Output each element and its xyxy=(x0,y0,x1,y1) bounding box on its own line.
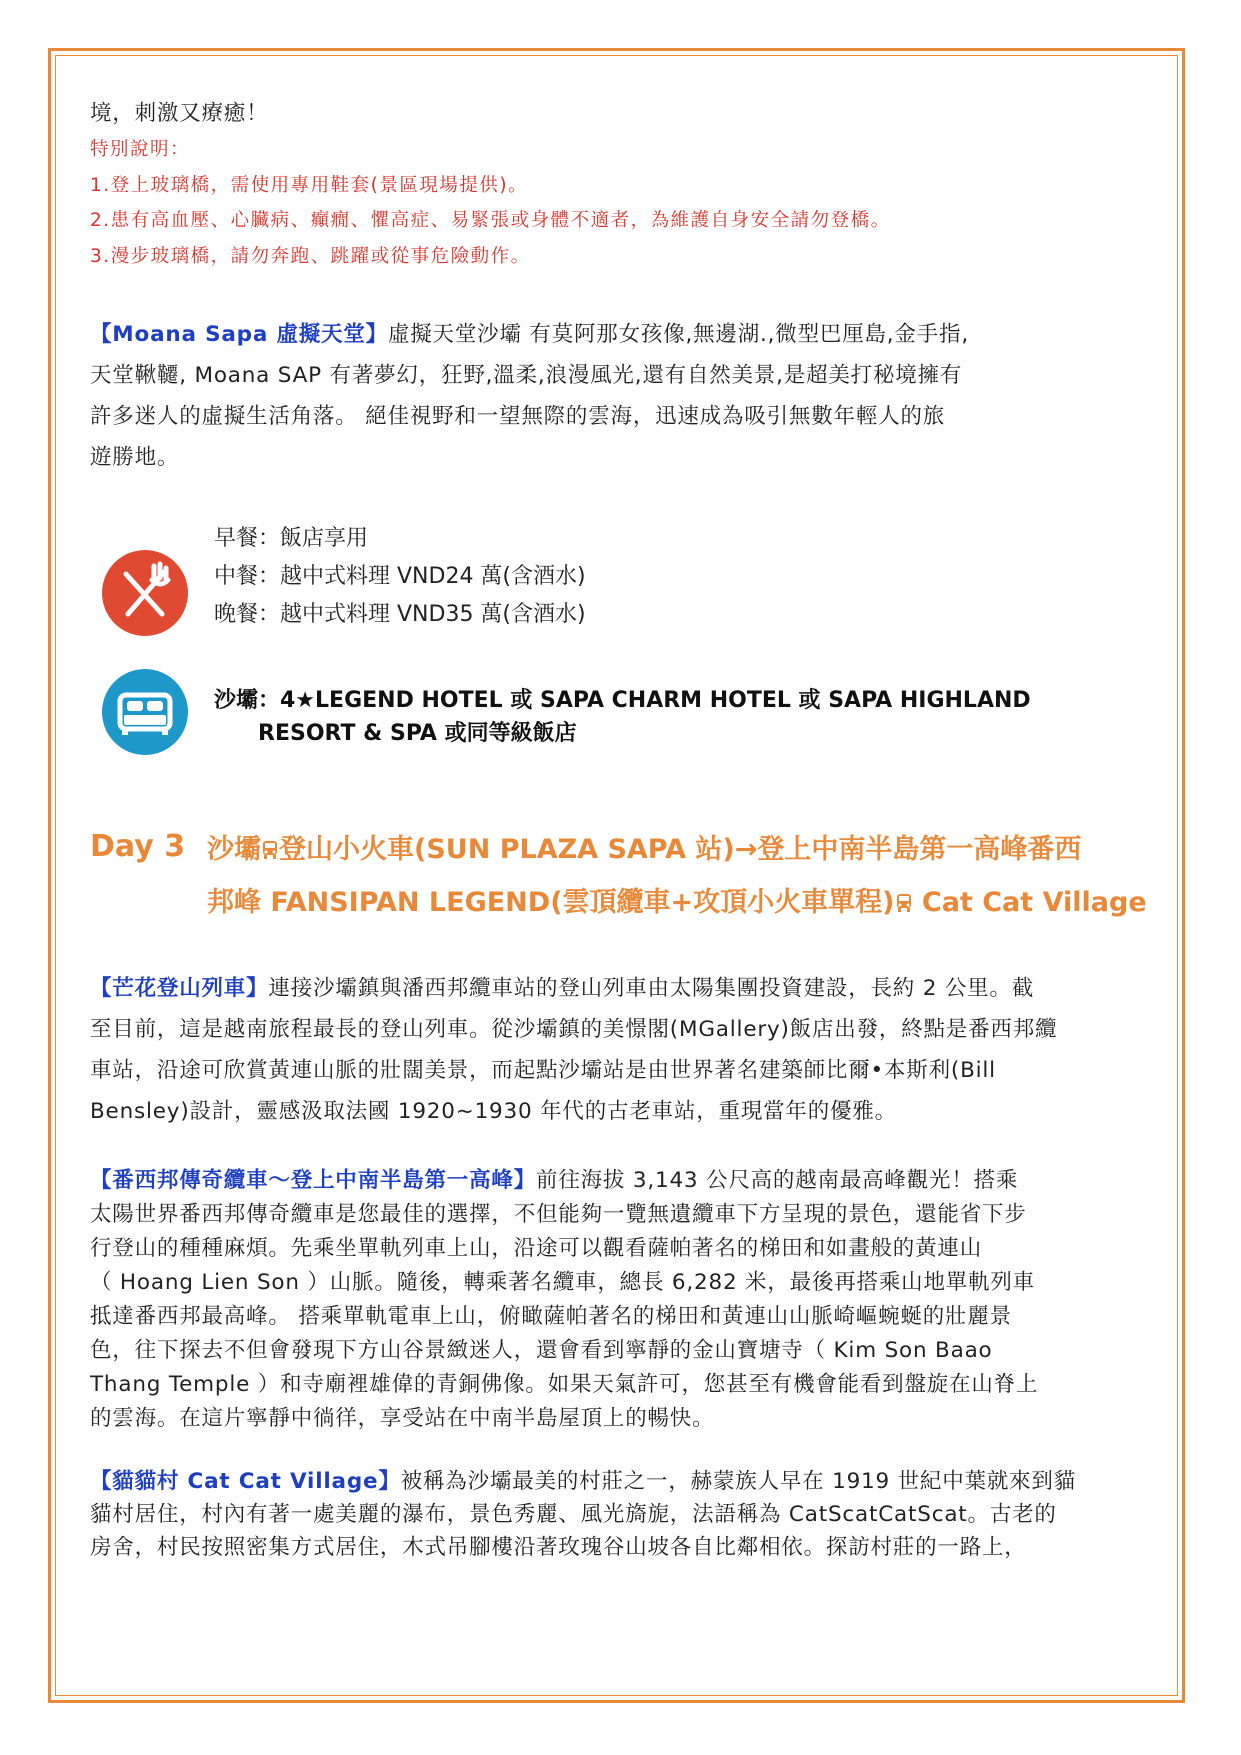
catcat-section xyxy=(90,1465,1150,1564)
moana-line: 【Moana Sapa 虛擬天堂】虛擬天堂沙壩 有莫阿那女孩像,無邊湖.,微型巴厘島,金手指, xyxy=(90,322,969,347)
cable-line: 的雲海。在這片寧靜中徜徉，享受站在中南半島屋頂上的暢快。 xyxy=(90,1406,715,1431)
day-label: Day 3 xyxy=(90,829,186,864)
train-title: 【芒花登山列車】 xyxy=(90,976,269,1001)
bus-icon xyxy=(895,893,913,913)
cable-section xyxy=(90,1164,1150,1436)
intro-tail: 境，刺激又療癒！ xyxy=(90,101,269,126)
cable-line: 【番西邦傳奇纜車～登上中南半島第一高峰】前往海拔 3,143 公尺高的越南最高峰觀光！搭乘 xyxy=(90,1168,1019,1193)
notes-heading: 特別說明： xyxy=(90,139,191,160)
note-item: 1.登上玻璃橋，需使用專用鞋套(景區現場提供)。 xyxy=(90,174,529,196)
bus-icon xyxy=(261,840,279,860)
note-item: 2.患有高血壓、心臟病、癲癇、懼高症、易緊張或身體不適者，為維護自身安全請勿登橋。 xyxy=(90,210,891,231)
bed-icon xyxy=(102,669,188,755)
train-line: Bensley)設計，靈感汲取法國 1920~1930 年代的古老車站，重現當年的優雅。 xyxy=(90,1099,897,1124)
hotel-line-1: 沙壩：4★LEGEND HOTEL 或 SAPA CHARM HOTEL 或 SAPA HIGHLAND xyxy=(214,688,1031,713)
cable-line: 抵達番西邦最高峰。 搭乘單軌電車上山，俯瞰薩帕著名的梯田和黃連山山脈崎嶇蜿蜒的壯麗景 xyxy=(90,1304,1012,1329)
breakfast-line: 早餐：飯店享用 xyxy=(214,526,369,551)
moana-line: 許多迷人的虛擬生活角落。 絕佳視野和一望無際的雲海，迅速成為吸引無數年輕人的旅 xyxy=(90,404,946,429)
train-line: 至目前，這是越南旅程最長的登山列車。從沙壩鎮的美憬閣(MGallery)飯店出發，終點是番西邦纜 xyxy=(90,1017,1058,1042)
cable-line: Thang Temple ）和寺廟裡雄偉的青銅佛像。如果天氣許可，您甚至有機會能看到盤旋在山脊上 xyxy=(90,1372,1039,1397)
day-title-line-1: 沙壩 登山小火車(SUN PLAZA SAPA 站)→登上中南半島第一高峰番西 xyxy=(207,834,1082,865)
cable-title: 【番西邦傳奇纜車～登上中南半島第一高峰】 xyxy=(90,1168,537,1193)
dinner-line: 晚餐：越中式料理 VND35 萬(含酒水) xyxy=(214,602,586,627)
day-title xyxy=(90,823,1150,933)
moana-line: 天堂鞦韆, Moana SAP 有著夢幻，狂野,溫柔,浪漫風光,還有自然美景,是超美打秘境擁有 xyxy=(90,363,963,388)
catcat-line: 房舍，村民按照密集方式居住，木式吊腳樓沿著玫瑰谷山坡各自比鄰相依。探訪村莊的一路上， xyxy=(90,1535,1027,1560)
catcat-line: 貓村居住，村內有著一處美麗的瀑布，景色秀麗、風光旖旎，法語稱為 CatScatCatScat。古老的 xyxy=(90,1502,1057,1527)
meals-block xyxy=(90,524,1150,644)
lunch-line: 中餐：越中式料理 VND24 萬(含酒水) xyxy=(214,564,586,589)
note-item: 3.漫步玻璃橋，請勿奔跑、跳躍或從事危險動作。 xyxy=(90,245,531,267)
moana-line: 遊勝地。 xyxy=(90,445,180,470)
day-title-line-2: 邦峰 FANSIPAN LEGEND(雲頂纜車+攻頂小火車單程) Cat Cat Village xyxy=(207,887,1147,918)
hotel-block xyxy=(90,669,1150,769)
hotel-line-2: RESORT & SPA 或同等級飯店 xyxy=(258,721,577,746)
cable-line: 太陽世界番西邦傳奇纜車是您最佳的選擇，不但能夠一覽無遺纜車下方呈現的景色，還能省下步 xyxy=(90,1202,1027,1227)
catcat-title: 【貓貓村 Cat Cat Village】 xyxy=(90,1469,401,1494)
intro-section xyxy=(90,96,1150,274)
catcat-line: 【貓貓村 Cat Cat Village】被稱為沙壩最美的村莊之一，赫蒙族人早在 1919 世紀中葉就來到貓 xyxy=(90,1469,1077,1494)
train-line: 車站，沿途可欣賞黃連山脈的壯闊美景，而起點沙壩站是由世界著名建築師比爾•本斯利(Bill xyxy=(90,1058,996,1083)
train-line: 【芒花登山列車】連接沙壩鎮與潘西邦纜車站的登山列車由太陽集團投資建設，長約 2 公里。截 xyxy=(90,976,1035,1001)
cable-line: （ Hoang Lien Son ）山脈。隨後，轉乘著名纜車，總長 6,282 米，最後再搭乘山地單軌列車 xyxy=(90,1270,1035,1295)
cable-line: 色，往下探去不但會發現下方山谷景緻迷人，還會看到寧靜的金山寶塘寺（ Kim Son Baao xyxy=(90,1338,993,1363)
cable-line: 行登山的種種麻煩。先乘坐單軌列車上山，沿途可以觀看薩帕著名的梯田和如畫般的黃連山 xyxy=(90,1236,983,1261)
moana-section xyxy=(90,314,1150,478)
moana-title: 【Moana Sapa 虛擬天堂】 xyxy=(90,322,388,347)
fork-knife-icon xyxy=(102,550,188,636)
train-section xyxy=(90,968,1150,1132)
